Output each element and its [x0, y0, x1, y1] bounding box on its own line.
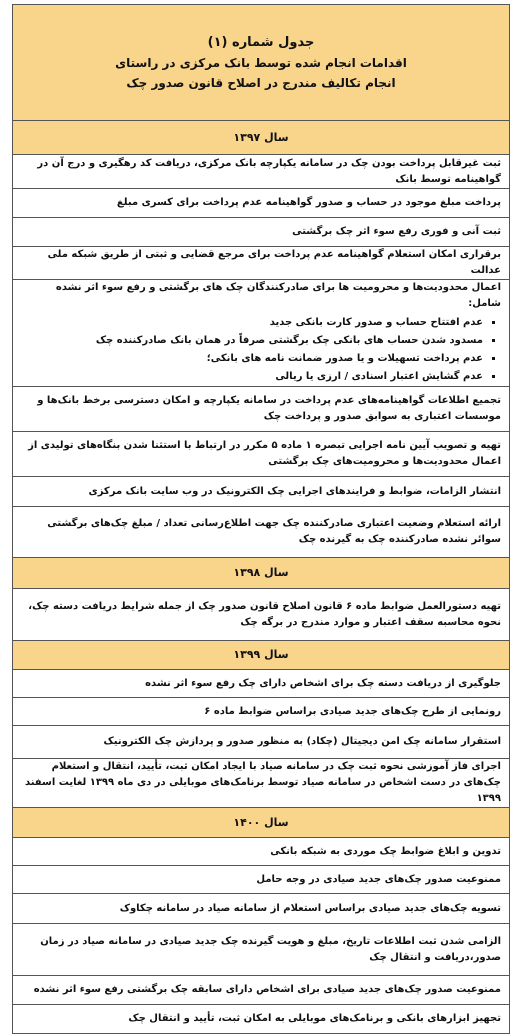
table-row [13, 247, 510, 280]
list-item: ▪ عدم پرداخت تسهیلات و یا صدور ضمانت نامه های بانکی؛ [21, 350, 483, 368]
restrictions-cell [13, 280, 510, 387]
table-row [13, 507, 510, 558]
measure-text: ثبت غیرقابل پرداخت بودن چک در سامانه یکپارچه بانک مرکزی، دریافت کد رهگیری و درج آن در گواهینامه توسط بانک [13, 155, 510, 189]
table-title: اقدامات انجام شده توسط بانک مرکزی در راستای [115, 55, 407, 70]
measure-text: استقرار سامانه چک امن دیجیتال (چکاد) به منظور صدور و پردازش چک الکترونیک [13, 726, 510, 759]
table-row [13, 894, 510, 924]
table-row [13, 866, 510, 894]
table-row [13, 432, 510, 477]
year-label: سال ۱۳۹۷ [13, 121, 510, 155]
table-row [13, 477, 510, 507]
table-number: جدول شماره (۱) [207, 34, 315, 50]
year-row-1398 [13, 558, 510, 589]
measure-text: پرداخت مبلغ موجود در حساب و صدور گواهینامه عدم پرداخت برای کسری مبلغ [13, 189, 510, 218]
table-row [13, 155, 510, 189]
list-item: ▪ مسدود شدن حساب های بانکی چک برگشتی صرفاً در همان بانک صادرکننده چک [21, 332, 483, 350]
year-row-1400 [13, 808, 510, 838]
year-label: سال ۱۴۰۰ [13, 808, 510, 838]
measure-text: ثبت آنی و فوری رفع سوء اثر چک برگشتی [13, 218, 510, 247]
measures-table [12, 4, 510, 1034]
table-subtitle: انجام تکالیف مندرج در اصلاح قانون صدور چک [126, 75, 396, 90]
year-label: سال ۱۳۹۸ [13, 558, 510, 589]
measure-text: اجرای فاز آموزشی نحوه ثبت چک در سامانه صیاد با ایجاد امکان ثبت، تأیید، انتقال و استعلام چک‌های در دست اشخاص در سامانه صیاد توسط برنامک‌های موبایلی در دی ماه ۱۳۹۹ لغایت اسفند ۱۳۹۹ [13, 759, 510, 808]
measure-text: تجمیع اطلاعات گواهینامه‌های عدم پرداخت در سامانه یکپارچه و امکان دسترسی برخط بانک‌ها و موسسات اعتباری به سوابق صدور و پرداخت چک [13, 387, 510, 432]
measure-text: انتشار الزامات، ضوابط و فرایندهای اجرایی چک الکترونیک در وب سایت بانک مرکزی [13, 477, 510, 507]
table-row [13, 589, 510, 641]
table-row [13, 924, 510, 976]
list-item: ▪ عدم افتتاح حساب و صدور کارت بانکی جدید [21, 314, 483, 332]
list-item: ▪ عدم گشایش اعتبار اسنادی / ارزی یا ریالی [21, 368, 483, 386]
table-row [13, 670, 510, 698]
measure-text: تهیه دستورالعمل ضوابط ماده ۶ قانون اصلاح قانون صدور چک از جمله شرایط دریافت دسته چک، نحوه محاسبه سقف اعتبار و موارد مندرج در برگه چک [13, 589, 510, 641]
measure-text: رونمایی از طرح چک‌های جدید صیادی براساس ضوابط ماده ۶ [13, 698, 510, 726]
restrictions-list [21, 314, 501, 386]
measure-text: تدوین و ابلاغ ضوابط چک موردی به شبکه بانکی [13, 838, 510, 866]
year-row-1397 [13, 121, 510, 155]
measure-text: تهیه و تصویب آیین نامه اجرایی تبصره ۱ ماده ۵ مکرر در ارتباط با استثنا شدن بنگاه‌های تولیدی از اعمال محدودیت‌ها و محرومیت‌های چک برگشتی [13, 432, 510, 477]
table-row [13, 189, 510, 218]
measure-text: تجهیز ابزارهای بانکی و برنامک‌های موبایلی به امکان ثبت، تأیید و انتقال چک [13, 1005, 510, 1034]
table-row [13, 218, 510, 247]
year-label: سال ۱۳۹۹ [13, 641, 510, 670]
measure-text: اعمال محدودیت‌ها و محرومیت ها برای صادرکنندگان چک های برگشتی و رفع سوء اثر نشده شامل: [55, 282, 501, 309]
measure-text: الزامی شدن ثبت اطلاعات تاریخ، مبلغ و هویت گیرنده چک جدید صیادی در سامانه صیاد در زمان صدور،دریافت و انتقال چک [13, 924, 510, 976]
table-title-cell [13, 5, 510, 121]
table-row [13, 698, 510, 726]
measure-text: برقراری امکان استعلام گواهینامه عدم پرداخت برای مرجع قضایی و ثبتی از طریق شبکه ملی عدالت [13, 247, 510, 280]
table-row [13, 387, 510, 432]
measure-text: ممنوعیت صدور چک‌های جدید صیادی در وجه حامل [13, 866, 510, 894]
table-row [13, 759, 510, 808]
table-row [13, 1005, 510, 1034]
table-row [13, 280, 510, 387]
measure-text: ارائه استعلام وضعیت اعتباری صادرکننده چک جهت اطلاع‌رسانی تعداد / مبلغ چک‌های برگشتی سوائر نشده صادرکننده چک به گیرنده چک [13, 507, 510, 558]
table-row [13, 838, 510, 866]
table-header-row [13, 5, 510, 121]
table-row [13, 976, 510, 1005]
measure-text: ممنوعیت صدور چک‌های جدید صیادی برای اشخاص دارای سابقه چک برگشتی رفع سوء اثر نشده [13, 976, 510, 1005]
measure-text: جلوگیری از دریافت دسته چک برای اشخاص دارای چک رفع سوء اثر نشده [13, 670, 510, 698]
measures-table-document [12, 4, 510, 1034]
measure-text: تسویه چک‌های جدید صیادی براساس استعلام از سامانه صیاد در سامانه چکاوک [13, 894, 510, 924]
year-row-1399 [13, 641, 510, 670]
table-row [13, 726, 510, 759]
